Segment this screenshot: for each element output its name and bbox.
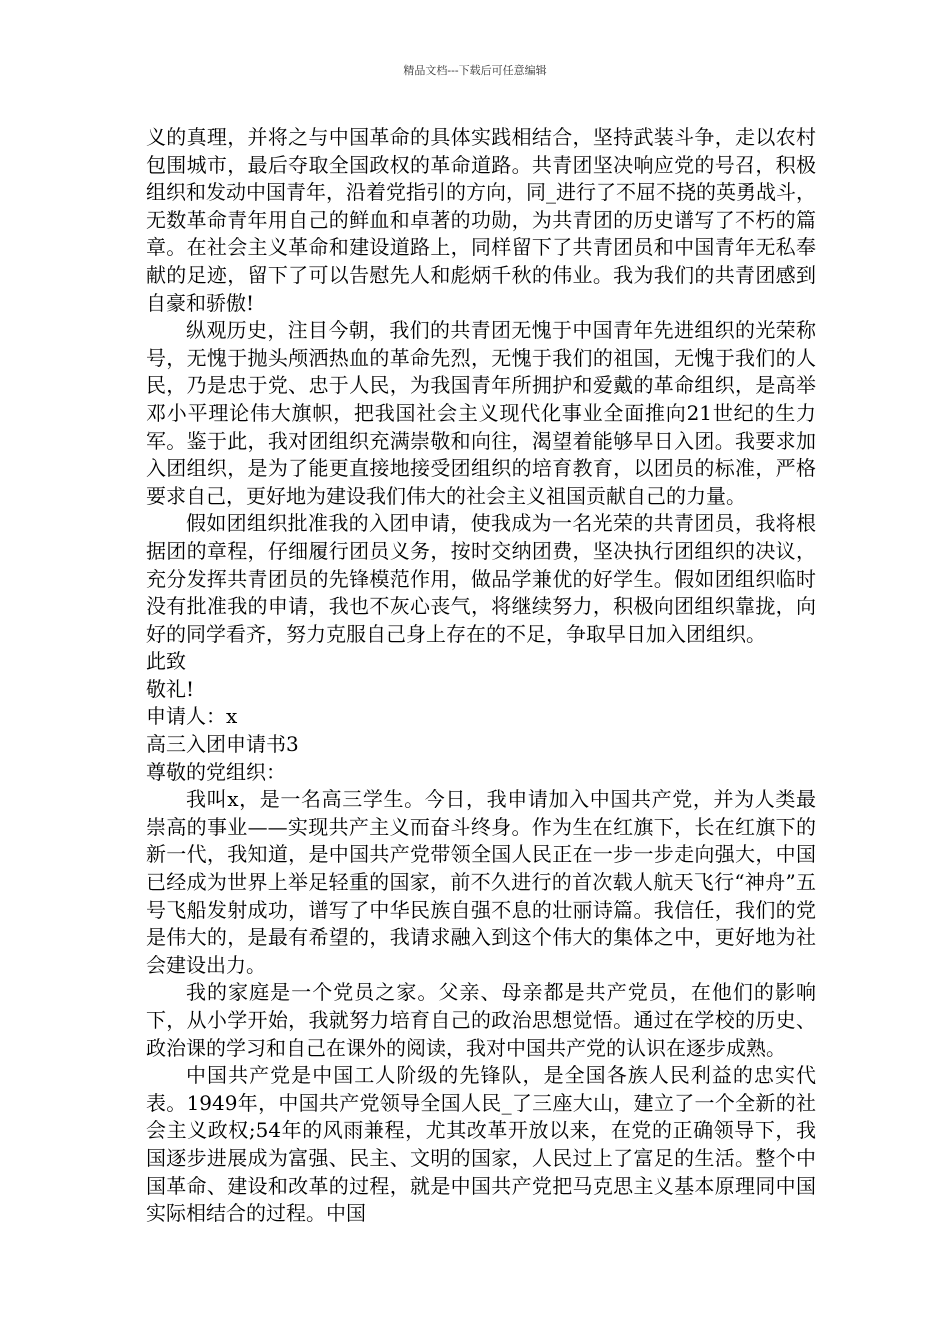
closing-salutation: 此致 [146,649,186,674]
paragraph-league-honor: 纵观历史，注目今朝，我们的共青团无愧于中国青年先进组织的光荣称号，无愧于抛头颅洒热血的革命先烈，无愧于我们的祖国，无愧于我们的人民，乃是忠于党、忠于人民，为我国青年所拥护和爱戴的革命组织，是高举邓小平理论伟大旗帜，把我国社会主义现代化事业全面推向21世纪的生力军。鉴于此，我对团组织充满崇敬和向往，渴望着能够早日入团。我要求加入团组织，是为了能更直接地接受团组织的培育教育，以团员的标准，严格要求自己，更好地为建设我们伟大的社会主义祖国贡献自己的力量。 [146,318,816,508]
paragraph-party-history: 中国共产党是中国工人阶级的先锋队，是全国各族人民利益的忠实代表。1949年，中国共产党领导全国人民_了三座大山，建立了一个全新的社会主义政权;54年的风雨兼程，尤其改革开放以来，在党的正确领导下，我国逐步进展成为富强、民主、文明的国家，人民过上了富足的生活。整个中国革命、建设和改革的过程，就是中国共产党把马克思主义基本原理同中国实际相结合的过程。中国 [146,1063,816,1226]
page-header: 精品文档---下载后可任意编辑 [403,64,547,77]
closing-respect: 敬礼! [146,676,195,701]
document-body [146,124,816,1228]
letter-greeting: 尊敬的党组织： [146,759,286,784]
paragraph-revolution-history: 义的真理，并将之与中国革命的具体实践相结合，坚持武装斗争，走以农村包围城市，最后夺取全国政权的革命道路。共青团坚决响应党的号召，积极组织和发动中国青年，沿着党指引的方向，同_进行了不屈不挠的英勇战斗，无数革命青年用自己的鲜血和卓著的功勋，为共青团的历史谱写了不朽的篇章。在社会主义革命和建设道路上，同样留下了共青团员和中国青年无私奉献的足迹，留下了可以告慰先人和彪炳千秋的伟业。我为我们的共青团感到自豪和骄傲! [146,125,816,315]
paragraph-self-introduction: 我叫x，是一名高三学生。今日，我申请加入中国共产党，并为人类最崇高的事业——实现共产主义而奋斗终身。作为生在红旗下，长在红旗下的新一代，我知道，是中国共产党带领全国人民正在一步一步走向强大，中国已经成为世界上举足轻重的国家，前不久进行的首次载人航天飞行“神舟”五号飞船发射成功，谱写了中华民族自强不息的壮丽诗篇。我信任，我们的党是伟大的，是最有希望的，我请求融入到这个伟大的集体之中，更好地为社会建设出力。 [146,787,816,977]
applicant-signature: 申请人：x [146,704,238,729]
paragraph-family: 我的家庭是一个党员之家。父亲、母亲都是共产党员，在他们的影响下，从小学开始，我就努力培育自己的政治思想觉悟。通过在学校的历史、政治课的学习和自己在课外的阅读，我对中国共产党的认识在逐步成熟。 [146,980,816,1060]
section-title: 高三入团申请书3 [146,732,299,757]
paragraph-membership-pledge: 假如团组织批准我的入团申请，使我成为一名光荣的共青团员，我将根据团的章程，仔细履行团员义务，按时交纳团费，坚决执行团组织的决议，充分发挥共青团员的先锋模范作用，做品学兼优的好学生。假如团组织临时没有批准我的申请，我也不灰心丧气，将继续努力，积极向团组织靠拢，向好的同学看齐，努力克服自己身上存在的不足，争取早日加入团组织。 [146,511,816,646]
